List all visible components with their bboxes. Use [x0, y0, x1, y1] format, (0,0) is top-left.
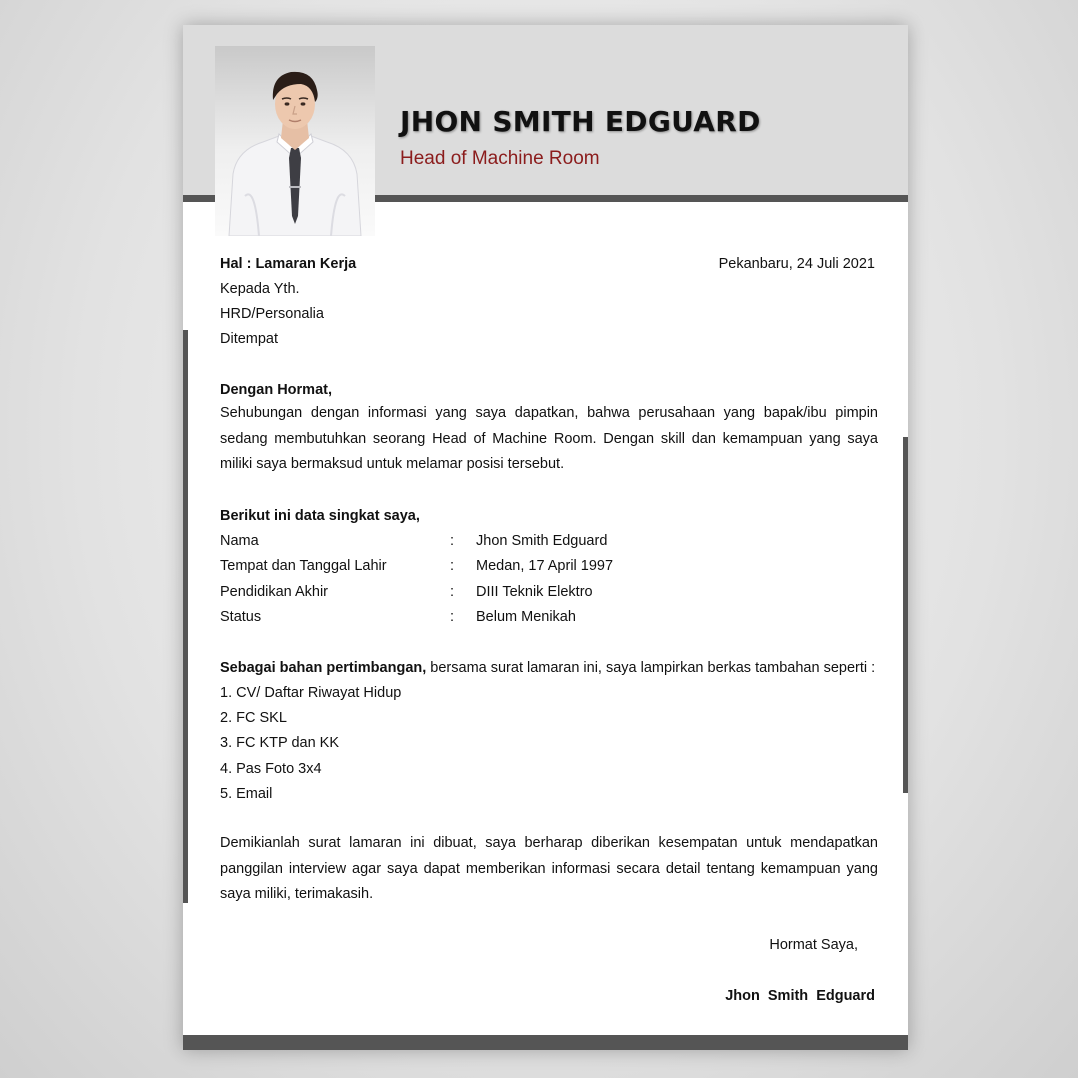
data-colon: : [450, 609, 455, 625]
data-colon: : [450, 533, 455, 549]
data-label: Tempat dan Tanggal Lahir [220, 558, 387, 574]
attachment-item: 2. FC SKL [220, 710, 287, 726]
data-value: Medan, 17 April 1997 [476, 558, 614, 574]
attachment-item: 1. CV/ Daftar Riwayat Hidup [220, 685, 402, 701]
profile-photo [215, 46, 375, 236]
data-value: Belum Menikah [476, 609, 576, 625]
applicant-role: Head of Machine Room [400, 148, 600, 169]
letter-page [183, 25, 908, 1050]
data-label: Nama [220, 533, 259, 549]
right-accent-bar [903, 437, 908, 793]
data-heading: Berikut ini data singkat saya, [220, 508, 420, 524]
letter-subject: Hal : Lamaran Kerja [220, 256, 357, 272]
person-portrait-icon [215, 46, 375, 236]
closing-paragraph: Demikianlah surat lamaran ini dibuat, saya berharap diberikan kesempatan untuk mendapatkan panggilan interview agar saya dapat memberikan informasi secara detail tentang kemampuan yang saya miliki, terimakasih. [220, 835, 878, 902]
applicant-name: JHON SMITH EDGUARD [400, 105, 761, 138]
letter-date: Pekanbaru, 24 Juli 2021 [718, 256, 875, 272]
intro-paragraph: Sehubungan dengan informasi yang saya dapatkan, bahwa perusahaan yang bapak/ibu pimpin sedang membutuhkan seorang Head of Machine Room. Dengan skill dan kemampuan yang saya miliki saya bermaksud untuk melamar posisi tersebut. [220, 405, 878, 472]
recipient-line: Ditempat [220, 331, 279, 347]
attachment-item: 5. Email [220, 786, 273, 802]
data-colon: : [450, 584, 455, 600]
data-value: DIII Teknik Elektro [476, 584, 593, 600]
recipient-line: Kepada Yth. [220, 281, 300, 297]
signature-name: Jhon Smith Edguard [725, 988, 875, 1004]
greeting: Dengan Hormat, [220, 382, 332, 398]
recipient-line: HRD/Personalia [220, 306, 324, 322]
footer-divider [183, 1035, 908, 1050]
left-accent-bar [183, 330, 188, 903]
regards: Hormat Saya, [769, 937, 858, 953]
data-value: Jhon Smith Edguard [476, 533, 608, 549]
data-label: Pendidikan Akhir [220, 584, 329, 600]
attachment-intro [220, 659, 875, 677]
attachment-intro-bold: Sebagai bahan pertimbangan, [220, 660, 427, 676]
attachment-item: 3. FC KTP dan KK [220, 735, 340, 751]
data-colon: : [450, 558, 455, 574]
attachment-item: 4. Pas Foto 3x4 [220, 761, 322, 777]
attachment-intro-text: bersama surat lamaran ini, saya lampirkan berkas tambahan seperti : [426, 660, 876, 676]
data-label: Status [220, 609, 262, 625]
